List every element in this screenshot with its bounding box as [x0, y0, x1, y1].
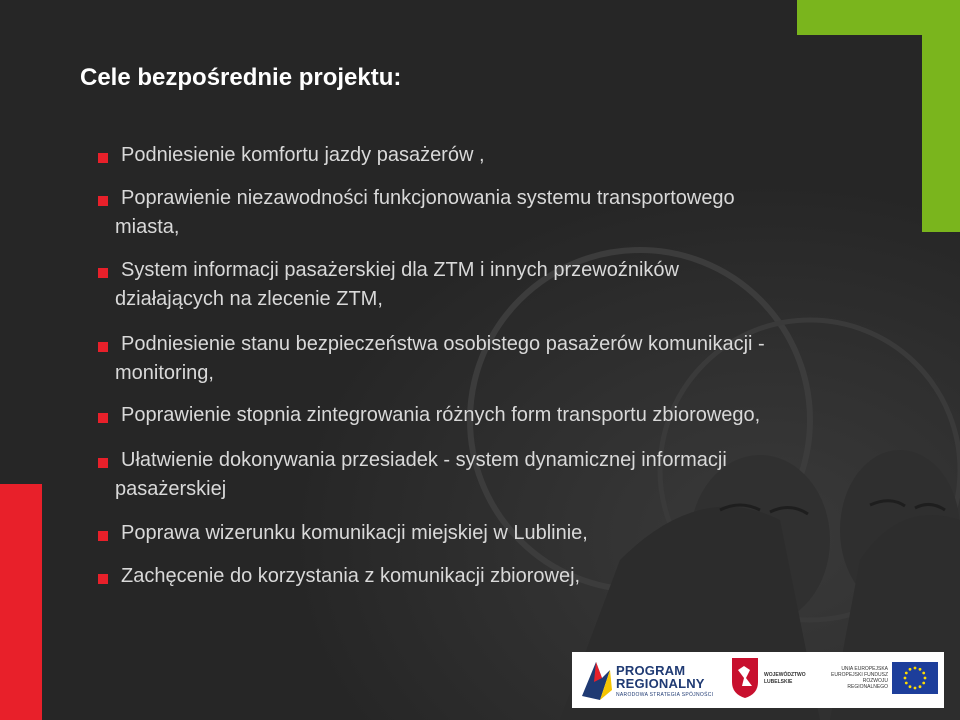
list-item: [98, 562, 918, 591]
list-item-text: System informacji pasażerskiej dla ZTM i innych przewoźników: [121, 259, 679, 281]
list-item-text: Poprawa wizerunku komunikacji miejskiej w Lublinie,: [121, 522, 588, 544]
list-item-text-continued: działających na zlecenie ZTM,: [115, 288, 383, 310]
list-item-text: Zachęcenie do korzystania z komunikacji zbiorowej,: [121, 565, 581, 587]
list-item: [98, 330, 918, 388]
voivodeship-label: WOJEWÓDZTWO LUBELSKIE: [764, 672, 806, 685]
program-subtitle: NARODOWA STRATEGIA SPÓJNOŚCI: [616, 692, 714, 698]
square-bullet-icon: [98, 342, 108, 352]
list-item-text: Podniesienie stanu bezpieczeństwa osobistego pasażerów komunikacji -: [121, 333, 765, 355]
list-item: [98, 141, 918, 170]
square-bullet-icon: [98, 413, 108, 423]
funding-logo-bar: [572, 652, 944, 708]
eu-flag-icon: [892, 662, 938, 694]
program-regionalny-logo-icon: [578, 656, 614, 704]
slide-title: Cele bezpośrednie projektu:: [80, 64, 402, 91]
square-bullet-icon: [98, 458, 108, 468]
accent-red-block: [0, 484, 42, 720]
list-item: [98, 446, 918, 504]
list-item: [98, 184, 918, 242]
program-title: PROGRAM REGIONALNY: [616, 663, 705, 691]
square-bullet-icon: [98, 196, 108, 206]
square-bullet-icon: [98, 574, 108, 584]
accent-green-bar: [922, 0, 960, 232]
list-item-text-continued: miasta,: [115, 216, 180, 238]
list-item-text-continued: pasażerskiej: [115, 478, 227, 500]
list-item: [98, 519, 918, 548]
square-bullet-icon: [98, 153, 108, 163]
list-item: [98, 401, 918, 430]
eu-fund-label: UNIA EUROPEJSKA EUROPEJSKI FUNDUSZ ROZWOJU REGIONALNEGO: [831, 666, 888, 690]
list-item-text: Ułatwienie dokonywania przesiadek - system dynamicznej informacji: [121, 449, 727, 471]
square-bullet-icon: [98, 268, 108, 278]
square-bullet-icon: [98, 531, 108, 541]
list-item-text: Poprawienie stopnia zintegrowania różnych form transportu zbiorowego,: [121, 404, 761, 426]
list-item: [98, 256, 918, 314]
list-item-text: Poprawienie niezawodności funkcjonowania systemu transportowego: [121, 187, 735, 209]
list-item-text: Podniesienie komfortu jazdy pasażerów ,: [121, 144, 485, 166]
list-item-text-continued: monitoring,: [115, 362, 214, 384]
voivodeship-crest-icon: [730, 656, 760, 700]
